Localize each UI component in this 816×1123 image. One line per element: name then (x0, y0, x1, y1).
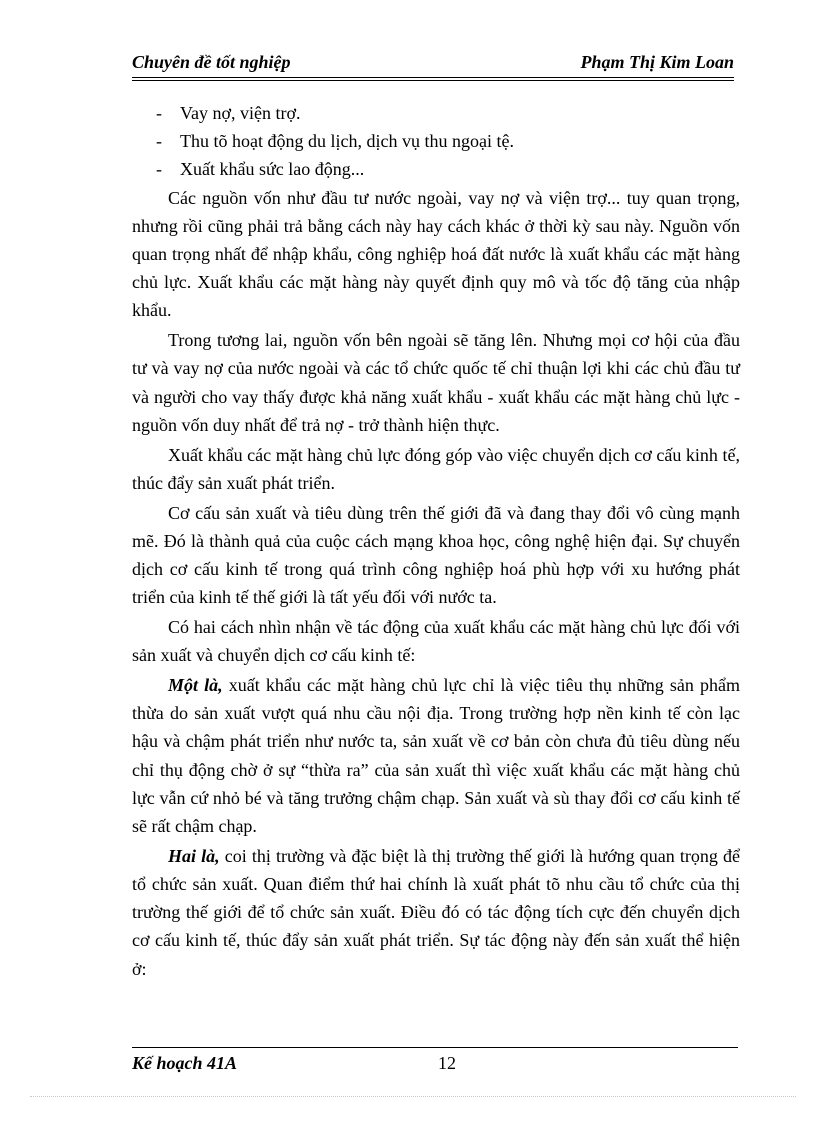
paragraph: Xuất khẩu các mặt hàng chủ lực đóng góp vào việc chuyển dịch cơ cấu kinh tế, thúc đẩy sản xuất phát triển. (132, 444, 740, 493)
paragraph-lead: Hai là, (168, 845, 220, 866)
page-number: 12 (438, 1053, 456, 1073)
bullet-item (132, 155, 740, 183)
dash-marker: - (156, 131, 162, 152)
paragraph-lead: Một là, (168, 675, 223, 696)
paragraph: Trong tương lai, nguồn vốn bên ngoài sẽ tăng lên. Nhưng mọi cơ hội của đầu tư và vay nợ của nước ngoài và các tổ chức quốc tế chỉ thuận lợi khi các chủ đầu tư và người cho vay thấy được khả năng xuất khẩu - xuất khẩu các mặt hàng chủ lực - nguồn vốn duy nhất để trả nợ - trở thành hiện thực. (132, 330, 740, 435)
page-footer (132, 1047, 738, 1077)
paragraph: Có hai cách nhìn nhận về tác động của xuất khẩu các mặt hàng chủ lực đối với sản xuất và chuyển dịch cơ cấu kinh tế: (132, 617, 740, 666)
paragraph-text: xuất khẩu các mặt hàng chủ lực chỉ là việc tiêu thụ những sản phẩm thừa do sản xuất vượt quá nhu cầu nội địa. Trong trường hợp nền kinh tế còn lạc hậu và chậm phát triển như nước ta, sản xuất về cơ bản còn chưa đủ tiêu dùng nếu chỉ thụ động chờ ở sự “thừa ra” của sản xuất thì việc xuất khẩu các mặt hàng chủ lực vẫn cứ nhỏ bé và tăng trưởng chậm chạp. Sản xuất và sù thay đổi cơ cấu kinh tế sẽ rất chậm chạp. (132, 675, 740, 837)
bullet-item (132, 127, 740, 155)
page-header (132, 50, 734, 80)
author-name: Phạm Thị Kim Loan (580, 52, 734, 72)
bullet-text: Thu tõ hoạt động du lịch, dịch vụ thu ngoại tệ. (180, 131, 514, 152)
dash-marker: - (156, 159, 162, 180)
bullet-text: Xuất khẩu sức lao động... (180, 159, 365, 180)
document-title: Chuyên đề tốt nghiệp (132, 52, 291, 72)
footer-rule (132, 1047, 738, 1048)
paragraph-text: coi thị trường và đặc biệt là thị trường thế giới là hướng quan trọng để tổ chức sản xuất. Quan điểm thứ hai chính là xuất phát tõ nhu cầu tổ chức của thị trường thế giới để tổ chức sản xuất. Điều đó có tác động tích cực đến chuyển dịch cơ cấu kinh tế, thúc đẩy sản xuất phát triển. Sự tác động này đến sản xuất thể hiện ở: (132, 845, 740, 979)
header-rule-bottom (132, 80, 734, 81)
bullet-item (132, 99, 740, 127)
paragraph (132, 842, 740, 983)
document-body (132, 99, 740, 983)
page-edge-divider (30, 1096, 796, 1097)
dash-marker: - (156, 103, 162, 123)
bullet-text: Vay nợ, viện trợ. (180, 103, 301, 123)
footer-class: Kế hoạch 41A (132, 1053, 238, 1073)
paragraph (132, 671, 740, 840)
header-rule-top (132, 77, 734, 78)
paragraph: Các nguồn vốn như đầu tư nước ngoài, vay nợ và viện trợ... tuy quan trọng, nhưng rồi cũng phải trả bằng cách này hay cách khác ở thời kỳ sau này. Nguồn vốn quan trọng nhất để nhập khẩu, công nghiệp hoá đất nước là xuất khẩu các mặt hàng chủ lực. Xuất khẩu các mặt hàng này quyết định quy mô và tốc độ tăng của nhập khẩu. (132, 187, 740, 321)
paragraph: Cơ cấu sản xuất và tiêu dùng trên thế giới đã và đang thay đổi vô cùng mạnh mẽ. Đó là thành quả của cuộc cách mạng khoa học, công nghệ hiện đại. Sự chuyển dịch cơ cấu kinh tế trong quá trình công nghiệp hoá phù hợp với xu hướng phát triển của kinh tế thế giới là tất yếu đối với nước ta. (132, 502, 740, 608)
